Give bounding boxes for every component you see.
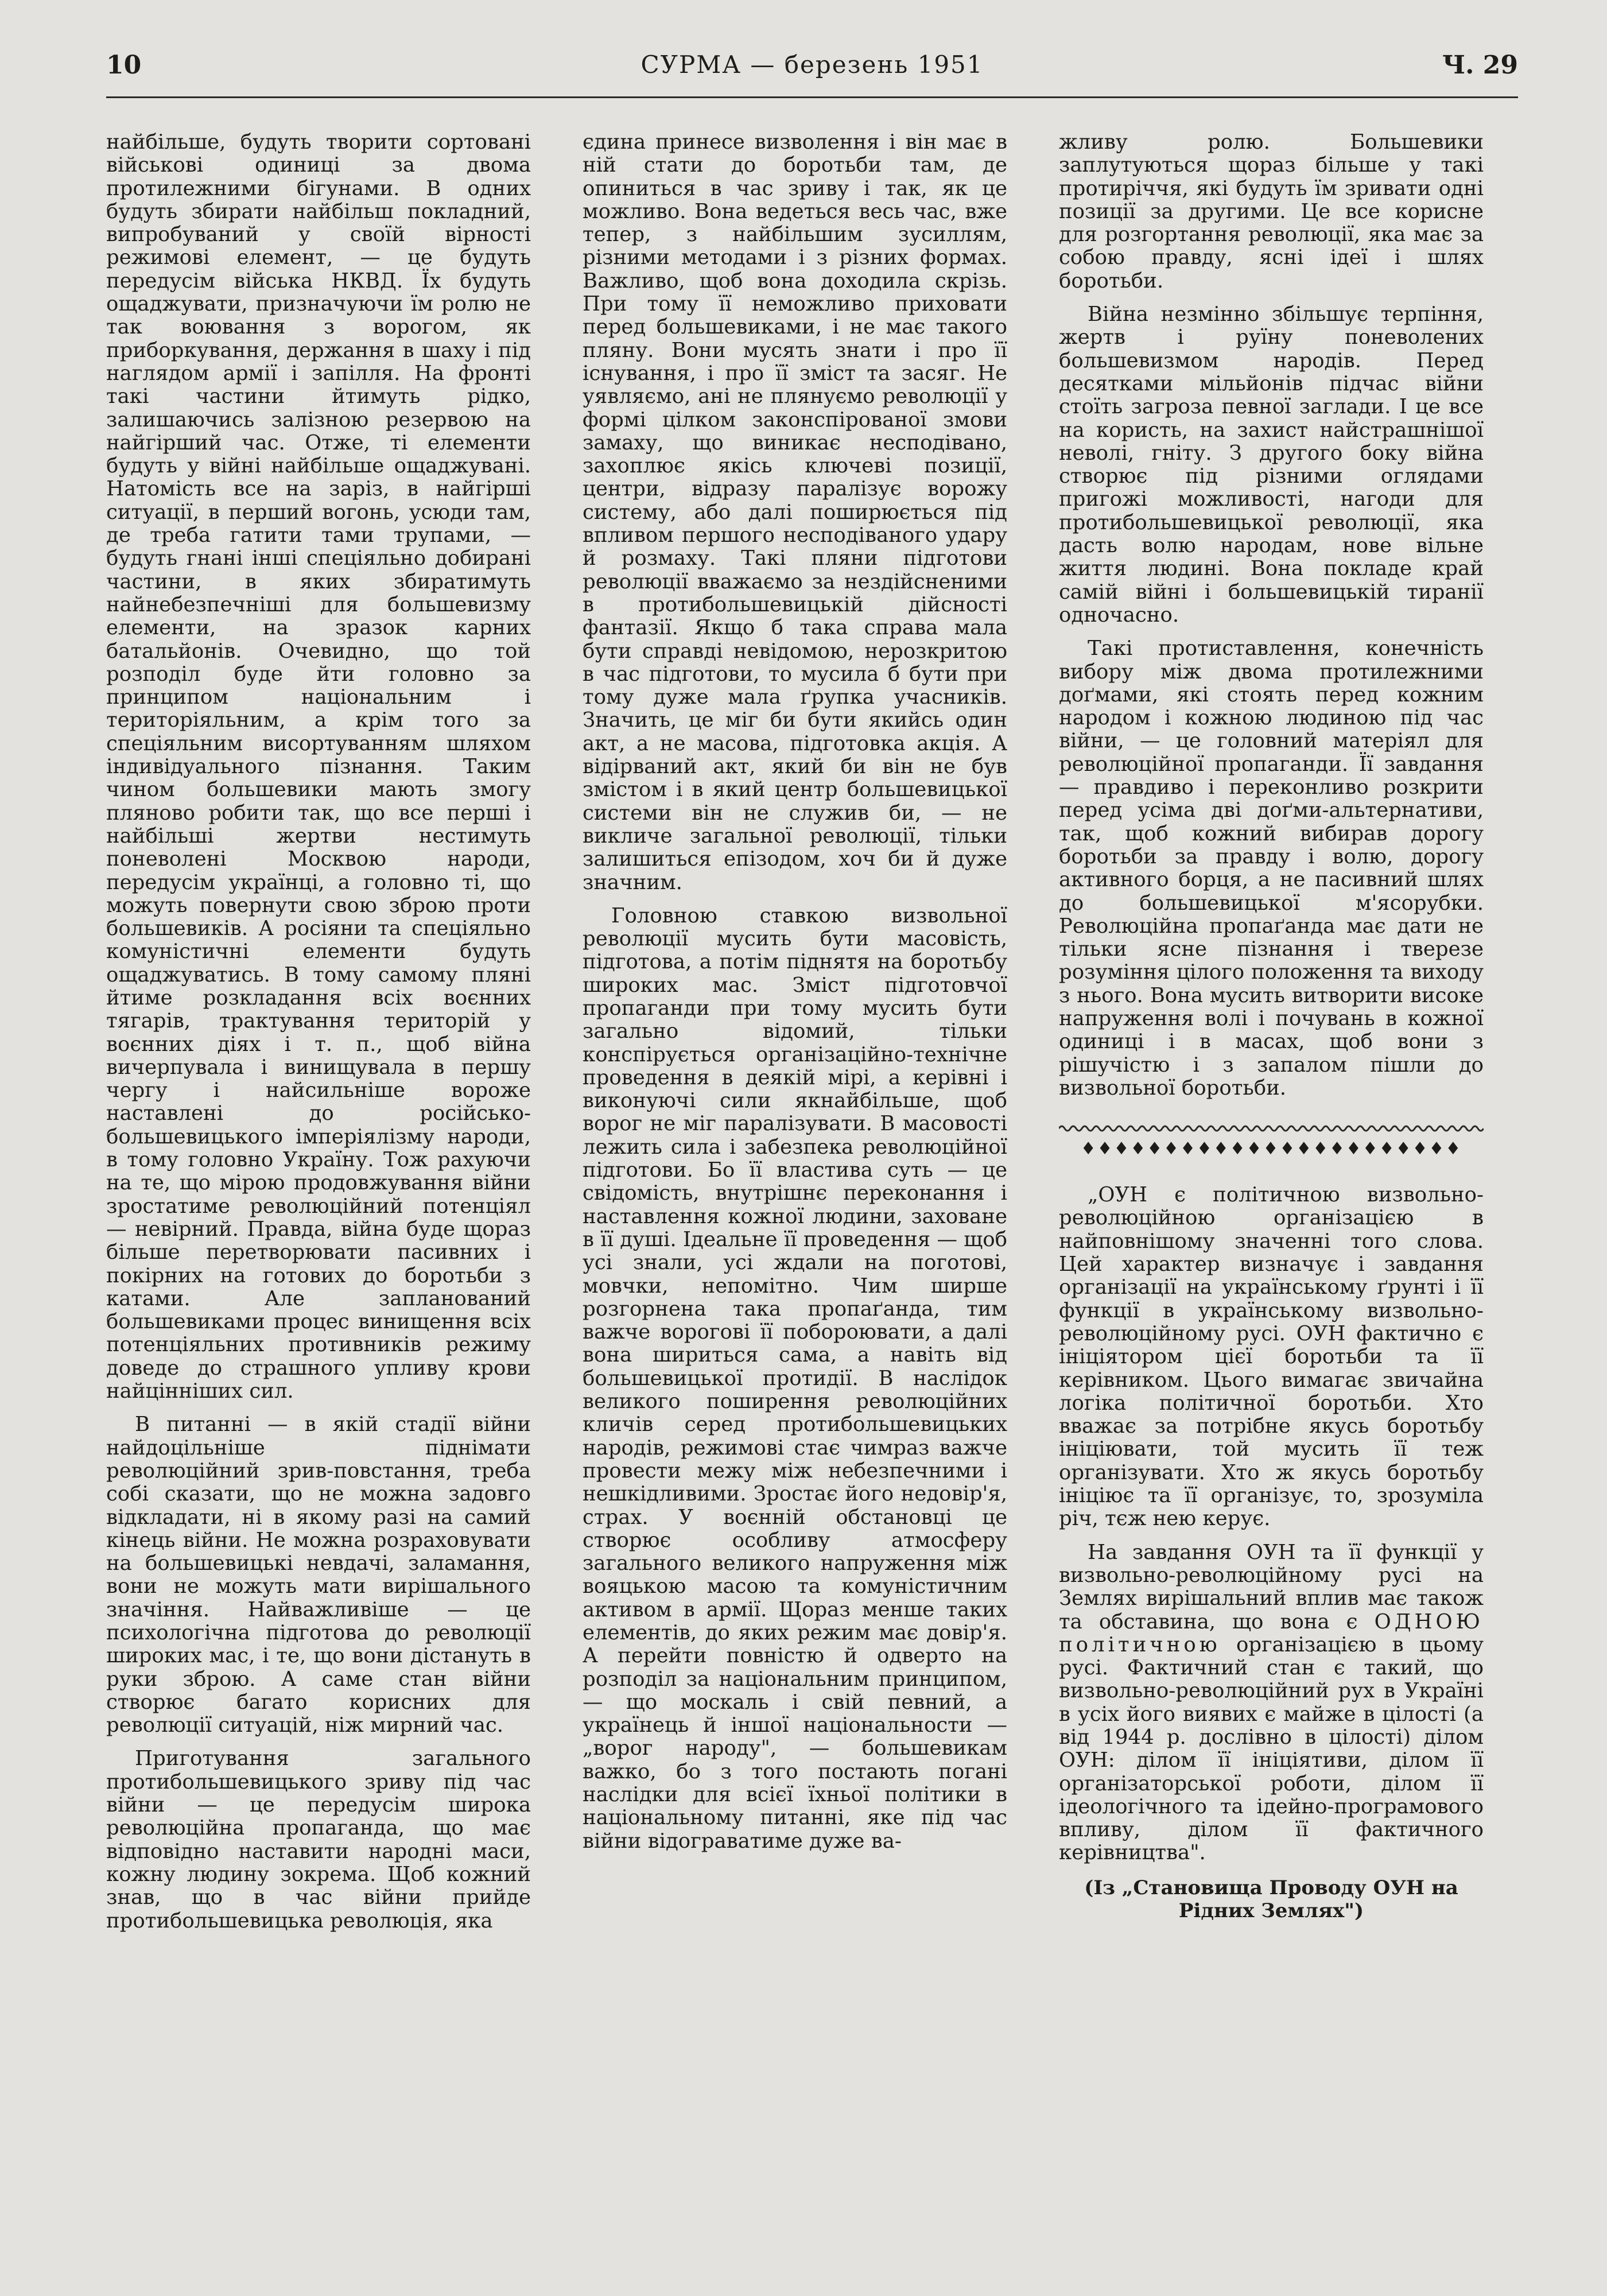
article-column-3	[1059, 131, 1484, 1922]
paragraph: єдина принесе визволення і він має в ній стати до боротьби там, де опиниться в час зриву і так, як це можливо. Вона ведеться весь час, вже тепер, з найбільшим зусиллям, різними методами і з різних формах. Важливо, щоб вона доходила скрізь. При тому її неможливо приховати перед большевиками, і не має такого пляну. Вони мусять знати і про її існування, і про її зміст та засяг. Не уявляємо, ані не плянуємо революції у формі цілком законспірованої змови замаху, що виникає несподівано, захоплює якісь ключеві позиції, центри, відразу паралізує ворожу систему, або далі поширюється під впливом першого несподіваного удару й розмаху. Такі пляни підготови революції вважаємо за нездійсненими в протибольшевицькій дійсності фантазії. Якщо б така справа мала бути справді невідомою, нерозкритою в час підготови, то мусила б бути при тому дуже мала ґрупка учасників. Значить, це міг би бути якийсь один акт, а не масова, підготовка акція. А відірваний акт, який би він не був змістом і в який центр большевицької системи він не служив би, — не викличе загальної революції, тільки залишиться епізодом, хоч би й дуже значним.	[583, 130, 1007, 894]
paragraph: В питанні — в якій стадії війни найдоцільніше піднімати революційний зрив-повстання, треба собі сказати, що не можна задовго відкладати, ні в якому разі на самий кінець війни. Не можна розраховувати на большевицькі невдачі, заламання, вони не можуть мати вирішального значіння. Найважливіше — це психологічна підготова до революції широких мас, і те, що вони дістануть в руки зброю. А саме стан війни створює багато корисних для революції ситуацій, ніж мирний час.	[106, 1413, 531, 1737]
oun-quote-block	[1059, 1184, 1484, 1922]
diamond-ornament: ♦♦♦♦♦♦♦♦♦♦♦♦♦♦♦♦♦♦♦♦♦♦♦	[1080, 1139, 1462, 1159]
paragraph: Війна незмінно збільшує терпіння, жертв і руїну поневолених большевизмом народів. Перед десятками мільйонів підчас війни стоїть загроза певної заглади. І це все на користь, на захист найстрашнішої неволі, гніту. З другого боку війна створює під різними оглядами пригожі можливості, нагоди для протибольшевицької революції, яка дасть волю народам, нове вільне життя людині. Вона покладе край самій війні і большевицькій тиранії одночасно.	[1059, 302, 1484, 627]
quote-text: організацією в цьому русі. Фактичний стан є такий, що визвольно-революційний рух в Україні в усіх його виявих є майже в цілості (а від 1944 р. дослівно в цілості) ділом ОУН: ділом її ініціятиви, ділом її організаторської роботи, ділом її ідеологічного та ідейно-програмового впливу, ділом її фактичного керівництва".	[1059, 1632, 1484, 1865]
section-separator	[1059, 1123, 1484, 1166]
quote-text: На завдання ОУН та її функції у визвольно-революційному русі на Землях вирішальний вплив має також та обставина, що вона є	[1059, 1540, 1484, 1634]
emphasis-text: політичною	[1059, 1632, 1221, 1657]
page-header	[106, 51, 1518, 98]
emphasis-text: ОДНОЮ	[1374, 1609, 1484, 1634]
paragraph: Приготування загального протибольшевицького зриву під час війни — це передусім широка революційна пропаганда, що має відповідно наставити народні маси, кожну людину зокрема. Щоб кожний знав, що в час війни прийде протибольшевицька революція, яка	[106, 1747, 531, 1933]
paragraph: найбільше, будуть творити сортовані військові одиниці за двома протилежними бігунами. В одних будуть збирати найбільш покладний, випробуваний у своїй вірності режимові елемент, — це будуть передусім війська НКВД. Їх будуть ощаджувати, призначуючи їм ролю не так воювання з ворогом, як приборкування, держання в шаху і під наглядом армії і запілля. На фронті такі частини йтимуть рідко, залишаючись залізною резервою на найгірший час. Отже, ті елементи будуть у війні найбільше ощаджувані. Натомість все на заріз, в найгірші ситуації, в перший вогонь, усюди там, де треба гатити тами трупами, — будуть гнані інші спеціяльно добирані частини, в яких збиратимуть найнебезпечніші для большевизму елементи, на зразок карних батальйонів. Очевидно, що той розподіл буде йти головно за принципом національним і територіяльним, а крім того за спеціяльним висортуванням шляхом індивідуального пізнання. Таким чином большевики мають змогу пляново робити так, що все перші і найбільші жертви нестимуть поневолені Москвою народи, передусім українці, а головно ті, що можуть повернути свою зброю проти большевиків. А росіяни та спеціяльно комуністичні елементи будуть ощаджуватись. В тому самому пляні йтиме розкладання всіх воєнних тягарів, трактування територій у воєнних діях і т. п., щоб війна вичерпувала і винищувала в першу чергу і найсильніше вороже наставлені до російсько-большевицького імперіялізму народи, в тому головно Україну. Тож рахуючи на те, що мірою продовжування війни зростатиме революційний потенціял — невірний. Правда, війна буде щораз більше перетворювати пасивних і покірних на готових до боротьби з катами. Але запланований большевиками процес винищення всіх потенціяльних противників режиму доведе до страшного упливу крови найцінніших сил.	[106, 130, 531, 1403]
issue-number: Ч. 29	[1442, 51, 1518, 80]
quote-paragraph: „ОУН є політичною визвольно-революційною організацією в найповнішому значенні того слова. Цей характер визначує і завдання організації на українському ґрунті і її функції в українському визвольно-революційному русі. ОУН фактично є ініціятором цієї боротьби та її керівником. Цього вимагає звичайна логіка політичної боротьби. Хто вважає за потрібне якусь боротьбу ініціювати, той мусить її теж організувати. Хто ж якусь боротьбу ініціює та її організує, то, зрозуміла річ, тєж нею керує.	[1059, 1183, 1484, 1531]
paragraph: Такі протиставлення, конечність вибору між двома протилежними доґмами, які стоять перед кожним народом і кожною людиною під час війни, — це головний матеріял для революційної пропаганди. Її завдання — правдиво і переконливо розкрити перед усіма дві доґми-альтернативи, так, щоб кожний вибирав дорогу боротьби за правду і волю, дорогу активного борця, а не пасивний шлях до большевицької м'ясорубки. Революційна пропаґанда має дати не тільки ясне пізнання і тверезе розуміння цілого положення та виходу з нього. Вона мусить витворити високе напруження волі і почувань в кожної одиниці і в масах, щоб вони з рішучістю і з запалом пішли до визвольної боротьби.	[1059, 637, 1484, 1100]
wavy-rule	[1059, 1123, 1484, 1134]
paragraph: Головною ставкою визвольної революції мусить бути масовість, підготова, а потім піднятя на боротьбу широких мас. Зміст підготовчої пропаганди при тому мусить бути загально відомий, тільки конспірується організаційно-технічне проведення в деякій мірі, а керівні і виконуючі сили якнайбільше, щоб ворог не міг паралізувати. В масовості лежить сила і забезпека революційної підготови. Бо її властива суть — це свідомість, внутрішнє переконання і наставлення кожної людини, заховане в її душі. Ідеальне її проведення — щоб усі знали, усі ждали на поготові, мовчки, непомітно. Чим ширше розгорнена така пропаґанда, тим важче ворогові її побороювати, а далі вона шириться сама, а навіть від большевицької протидії. В наслідок великого поширення революційних кличів серед протибольшевицьких народів, режимові стає чимраз важче провести межу між небезпечними і нешкідливими. Зростає його недовір'я, страх. У воєнній обстановці це створює особливу атмосферу загального великого напруження між вояцькою масою та комуністичним активом в армії. Щораз менше таких елементів, до яких режим має довір'я. А перейти повністю й одверто на розподіл за національним принципом, — що москаль і свій певний, а українець й іншої національности — „ворог народу", — большевикам важко, бо з того постають погані наслідки для всієї їхньої політики в національному питанні, яке під час війни відограватиме дуже ва-	[583, 903, 1007, 1853]
paragraph: жливу ролю. Большевики заплутуються щораз більше у такі протиріччя, які будуть їм зривати одні позиції за другими. Це все корисне для розгортання революції, яка має за собою правду, ясні ідеї і шлях боротьби.	[1059, 130, 1484, 293]
article-column-2	[583, 131, 1007, 1853]
page-number: 10	[106, 51, 142, 80]
quote-paragraph-2	[1059, 1541, 1484, 1865]
masthead-title: СУРМА — березень 1951	[641, 51, 984, 79]
article-column-1	[106, 131, 531, 1933]
quote-source: (Із „Становища Проводу ОУН на Рідних Землях")	[1084, 1876, 1458, 1922]
